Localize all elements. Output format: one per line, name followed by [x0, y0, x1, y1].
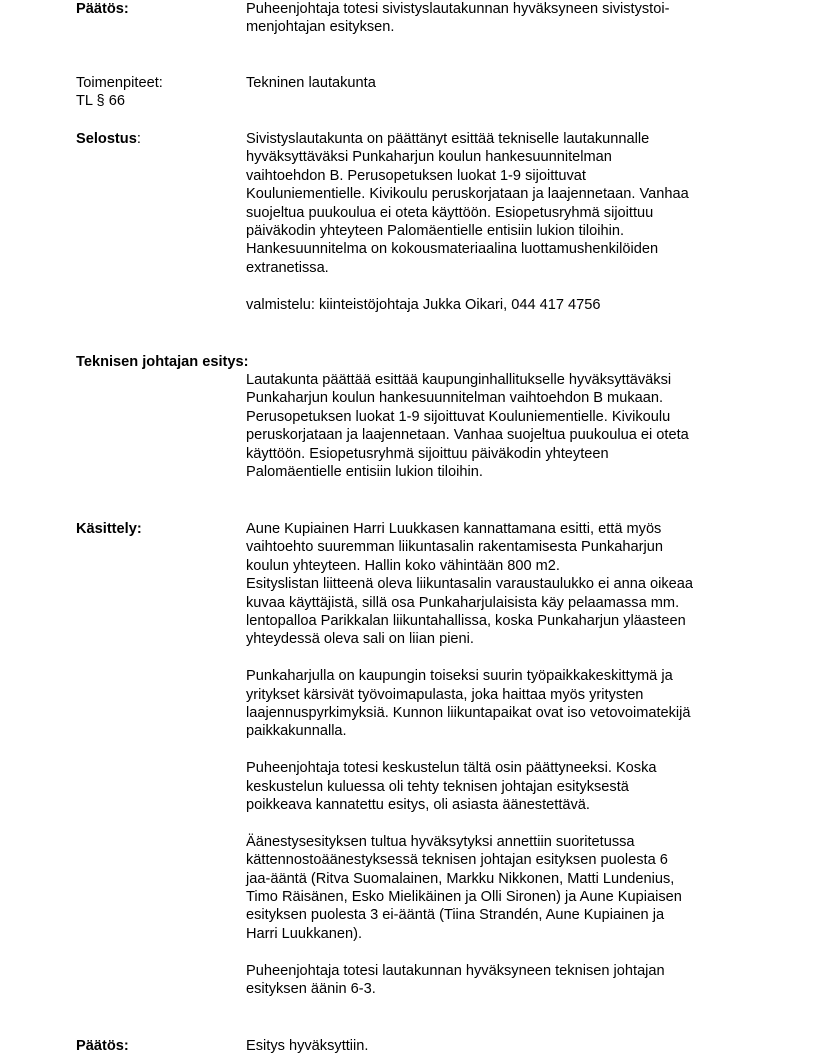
paragraph	[246, 130, 766, 277]
text-line: Esitys hyväksyttiin.	[246, 1038, 369, 1054]
text-line: yritykset kärsivät työvoimapulasta, joka haittaa myös yritysten	[246, 686, 644, 703]
paragraph	[246, 962, 766, 999]
text-line: käyttöön. Esiopetusryhmä sijoittuu päiväkodin yhteyteen	[246, 445, 609, 462]
toimenpiteet-label	[76, 74, 163, 111]
paatos-final-text	[246, 1037, 766, 1055]
text-line: suojeltua puukoulua ei oteta käyttöön. Esiopetusryhmä sijoittuu	[246, 204, 654, 221]
paatos-text	[246, 0, 766, 37]
text-line: Punkaharjulla on kaupungin toiseksi suurin työpaikkakeskittymä ja	[246, 668, 673, 685]
text-line: Puheenjohtaja totesi lautakunnan hyväksyneen teknisen johtajan	[246, 962, 665, 979]
toimenpiteet-text	[246, 74, 766, 92]
text-line: Lautakunta päättää esittää kaupunginhallitukselle hyväksyttäväksi	[246, 372, 672, 388]
kasittely-label: Käsittely:	[76, 521, 142, 537]
text-line: Kouluniementielle. Kivikoulu peruskorjataan ja laajennetaan. Vanhaa	[246, 186, 689, 203]
toimenpiteet-label-text: Toimenpiteet:	[76, 75, 163, 91]
text-line: Harri Luukkanen).	[246, 925, 362, 942]
text-line: peruskorjataan ja laajennetaan. Vanhaa suojeltua puukoulua ei oteta	[246, 427, 689, 444]
paragraph	[246, 520, 766, 649]
paatos-final-label: Päätös:	[76, 1038, 129, 1054]
text-line: paikkakunnalla.	[246, 723, 347, 740]
text-line: esityksen äänin 6-3.	[246, 981, 376, 998]
text-line: kuvaa käyttäjistä, sillä osa Punkaharjulaisista käy pelaamassa mm.	[246, 594, 680, 611]
esitys-label: Teknisen johtajan esitys:	[76, 354, 249, 370]
preparer-paragraph	[246, 296, 766, 314]
text-line: menjohtajan esityksen.	[246, 19, 395, 36]
selostus-label-colon: :	[136, 131, 141, 147]
text-line: Perusopetuksen luokat 1-9 sijoittuvat Kouluniementielle. Kivikoulu	[246, 408, 671, 425]
text-line: Timo Räisänen, Esko Mielikäinen ja Olli Sironen) ja Aune Kupiaisen	[246, 889, 682, 906]
text-line: Puheenjohtaja totesi keskustelun tältä osin päättyneeksi. Koska	[246, 760, 657, 777]
text-line: poikkeava kannatettu esitys, oli asiasta äänestettävä.	[246, 797, 590, 814]
selostus-label	[76, 130, 141, 148]
text-line: kättennostoäänestyksessä teknisen johtajan esityksen puolesta 6	[246, 852, 668, 869]
text-line: lentopalloa Parikkalan liikuntahallissa, koska Punkaharjun yläasteen	[246, 613, 686, 630]
text-line: jaa-ääntä (Ritva Suomalainen, Markku Nikkonen, Matti Lundenius,	[246, 870, 675, 887]
text-line: valmistelu: kiinteistöjohtaja Jukka Oikari, 044 417 4756	[246, 296, 601, 313]
paatos-label: Päätös:	[76, 1, 129, 17]
paragraph	[246, 833, 766, 943]
text-line: Puheenjohtaja totesi sivistyslautakunnan hyväksyneen sivistystoi-	[246, 1, 670, 17]
text-line: Äänestysesityksen tultua hyväksytyksi annettiin suoritetussa	[246, 833, 635, 850]
paragraph	[246, 667, 766, 741]
paragraph	[246, 759, 766, 814]
text-line: Esityslistan liitteenä oleva liikuntasalin varaustaulukko ei anna oikeaa	[246, 576, 693, 593]
text-line: Tekninen lautakunta	[246, 75, 376, 91]
text-line: vaihtoehdon B. Perusopetuksen luokat 1-9 sijoittuvat	[246, 167, 586, 184]
text-line: päiväkodin yhteyteen Palomäentielle entisiin lukion tiloihin.	[246, 223, 625, 240]
kasittely-text	[246, 520, 766, 999]
text-line: Sivistyslautakunta on päättänyt esittää tekniselle lautakunnalle	[246, 131, 650, 147]
text-line: vaihtoehto suuremman liikuntasalin rakentamisesta Punkaharjun	[246, 539, 663, 556]
text-line: hyväksyttäväksi Punkaharjun koulun hankesuunnitelman	[246, 149, 612, 166]
text-line: keskustelun kuluessa oli tehty teknisen johtajan esityksestä	[246, 778, 629, 795]
text-line: esityksen puolesta 3 ei-ääntä (Tiina Strandén, Aune Kupiainen ja	[246, 907, 665, 924]
section-reference: TL § 66	[76, 93, 125, 110]
text-line: laajennuspyrkimyksiä. Kunnon liikuntapaikat ovat iso vetovoimatekijä	[246, 705, 691, 722]
selostus-label-text: Selostus	[76, 131, 137, 147]
text-line: Palomäentielle entisiin lukion tiloihin.	[246, 464, 483, 481]
text-line: extranetissa.	[246, 259, 329, 276]
text-line: koulun yhteyteen. Hallin koko vähintään 800 m2.	[246, 557, 560, 574]
text-line: Aune Kupiainen Harri Luukkasen kannattamana esitti, että myös	[246, 521, 662, 537]
text-line: yhteydessä oleva sali on liian pieni.	[246, 631, 474, 648]
selostus-text	[246, 130, 766, 314]
text-line: Punkaharjun koulun hankesuunnitelman vaihtoehdon B mukaan.	[246, 390, 664, 407]
text-line: Hankesuunnitelma on kokousmateriaalina luottamushenkilöiden	[246, 241, 659, 258]
esitys-text	[246, 371, 766, 481]
